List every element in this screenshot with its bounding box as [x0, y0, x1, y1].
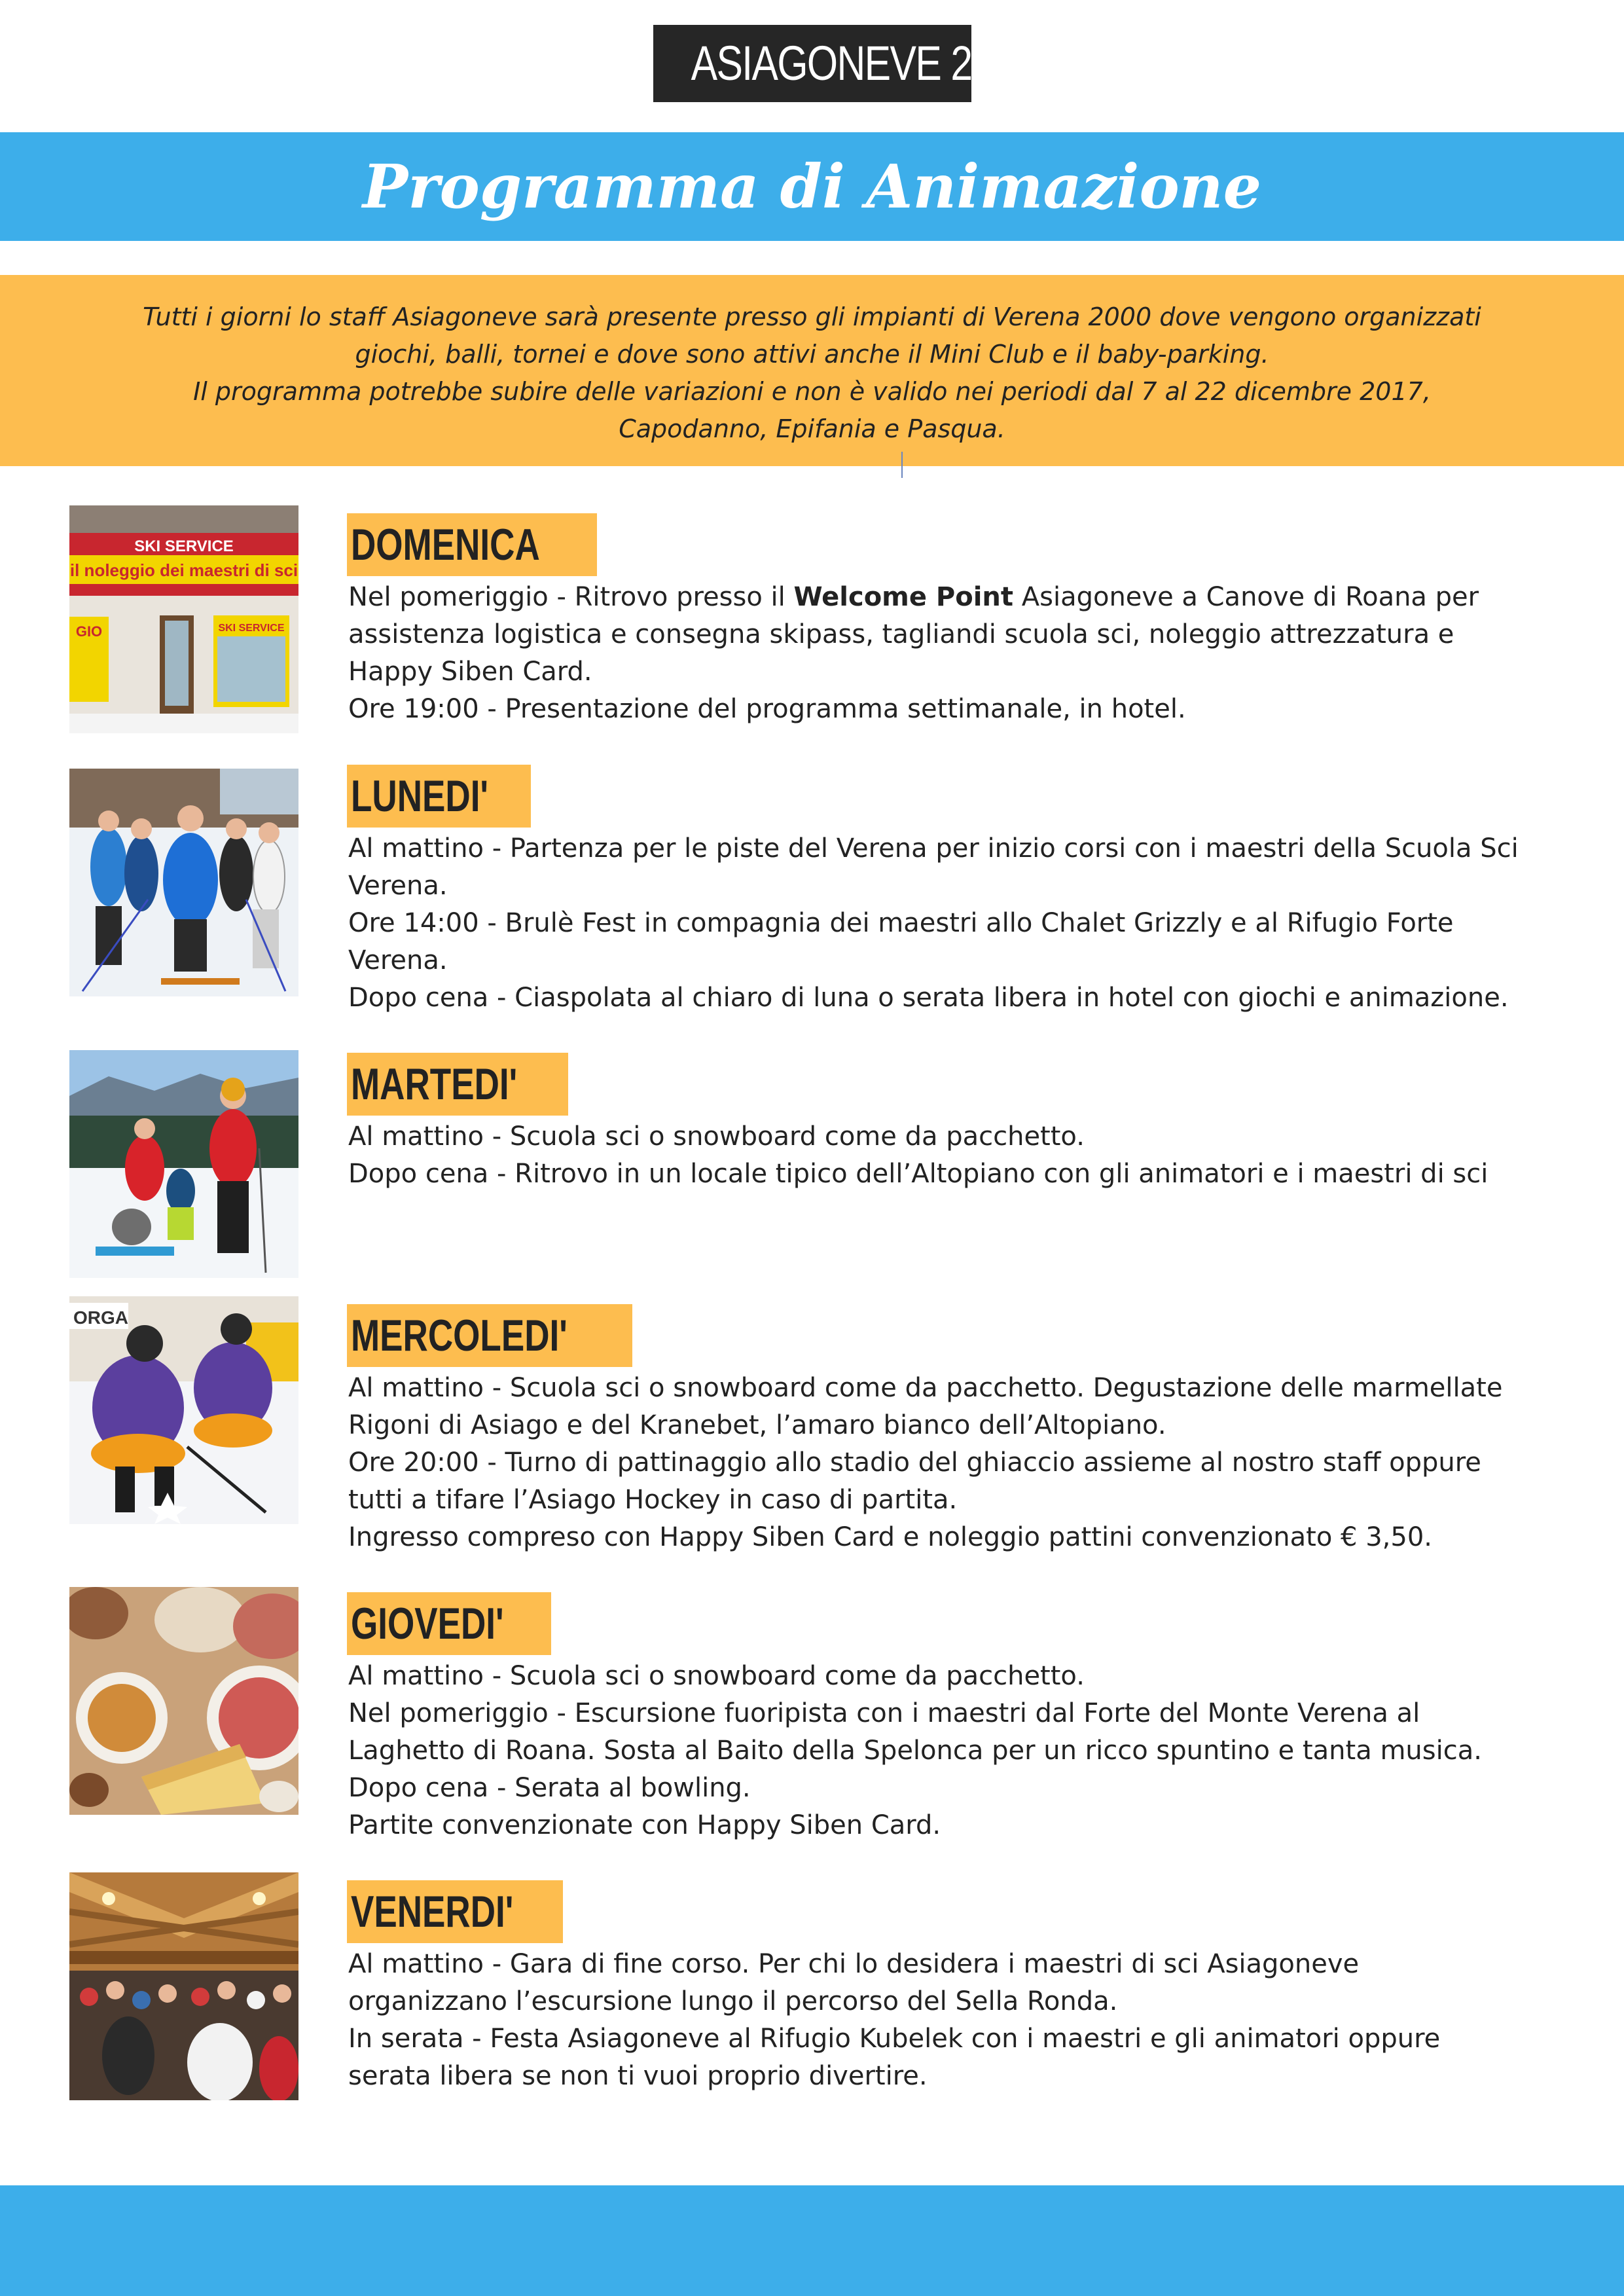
- brand-text: ASIAGONEVE 2018: [691, 36, 1035, 90]
- shop-window-sign: SKI SERVICE: [218, 623, 285, 634]
- day-title: [347, 1053, 568, 1116]
- intro-line: Il programma potrebbe subire delle variazioni e non è valido nei periodi dal 7 al 22 dicembre 2017,: [193, 377, 1431, 406]
- footer-band: [0, 2185, 1624, 2296]
- day-description: [348, 579, 1479, 728]
- shop-sign-middle: il noleggio dei maestri di sci: [69, 560, 298, 580]
- day-title: [347, 765, 531, 828]
- description-line: Dopo cena - Serata al bowling.: [348, 1773, 751, 1803]
- day-title: [347, 1304, 632, 1367]
- description-line: Ingresso compreso con Happy Siben Card e noleggio pattini convenzionato € 3,50.: [348, 1522, 1432, 1552]
- text-cursor: [901, 452, 903, 478]
- description-line: Verena.: [348, 871, 448, 901]
- text-segment: Asiagoneve a Canove di Roana per: [1013, 582, 1479, 612]
- intro-line: giochi, balli, tornei e dove sono attivi anche il Mini Club e il baby-parking.: [355, 340, 1269, 369]
- day-title: [347, 1592, 551, 1655]
- day-title-text: MERCOLEDI': [351, 1311, 568, 1360]
- description-line: organizzano l’escursione lungo il percorso del Sella Ronda.: [348, 1986, 1118, 2016]
- description-line: Dopo cena - Ritrovo in un locale tipico dell’Altopiano con gli animatori e i maestri di sci: [348, 1159, 1489, 1189]
- description-line: Happy Siben Card.: [348, 657, 592, 687]
- ski-service-shop-photo: [69, 505, 298, 733]
- day-description: [348, 1370, 1502, 1556]
- description-line: tutti a tifare l’Asiago Hockey in caso di partita.: [348, 1485, 958, 1515]
- shop-sign-top: SKI SERVICE: [134, 538, 234, 555]
- description-line: serata libera se non ti vuoi proprio divertire.: [348, 2061, 928, 2091]
- intro-line: Tutti i giorni lo staff Asiagoneve sarà presente presso gli impianti di Verena 2000 dove vengono organizzati: [143, 302, 1481, 331]
- description-line: Al mattino - Partenza per le piste del Verena per inizio corsi con i maestri della Scuola Sci: [348, 833, 1519, 864]
- title-band: [0, 132, 1624, 241]
- page-title: Programma di Animazione: [362, 151, 1262, 222]
- description-line: Ore 20:00 - Turno di pattinaggio allo stadio del ghiaccio assieme al nostro staff oppure: [348, 1448, 1481, 1478]
- shop-sign-left: GIO: [75, 623, 103, 640]
- description-line: Al mattino - Scuola sci o snowboard come da pacchetto.: [348, 1661, 1085, 1691]
- brand-logo: [653, 25, 1035, 102]
- intro-band: [0, 275, 1624, 466]
- day-title-text: GIOVEDI': [351, 1599, 504, 1649]
- text-segment: Nel pomeriggio - Ritrovo presso il: [348, 582, 794, 612]
- description-line: Laghetto di Roana. Sosta al Baito della Spelonca per un ricco spuntino e tanta musica.: [348, 1736, 1482, 1766]
- description-line: Al mattino - Scuola sci o snowboard come da pacchetto.: [348, 1121, 1085, 1152]
- day-title-text: DOMENICA: [351, 520, 540, 570]
- description-line: Dopo cena - Ciaspolata al chiaro di luna o serata libera in hotel con giochi e animazione.: [348, 983, 1509, 1013]
- welcome-point-bold: Welcome Point: [793, 582, 1014, 612]
- day-title-text: MARTEDI': [351, 1059, 518, 1109]
- description-line: Ore 19:00 - Presentazione del programma settimanale, in hotel.: [348, 694, 1186, 724]
- cheese-and-salami-photo: [69, 1587, 298, 1815]
- description-line: Rigoni di Asiago e del Kranebet, l’amaro bianco dell’Altopiano.: [348, 1410, 1166, 1440]
- description-line: Nel pomeriggio - Escursione fuoripista con i maestri dal Forte del Monte Verena al: [348, 1698, 1420, 1728]
- day-title-text: LUNEDI': [351, 771, 489, 821]
- family-skiing-photo: [69, 1050, 298, 1278]
- day-title-text: VENERDI': [351, 1887, 514, 1937]
- ice-hockey-photo: [69, 1296, 298, 1524]
- description-line: Ore 14:00 - Brulè Fest in compagnia dei maestri allo Chalet Grizzly e al Rifugio Forte: [348, 908, 1454, 938]
- day-description: [348, 830, 1519, 1017]
- description-line: In serata - Festa Asiagoneve al Rifugio Kubelek con i maestri e gli animatori oppure: [348, 2024, 1441, 2054]
- description-line: Partite convenzionate con Happy Siben Card.: [348, 1810, 941, 1840]
- day-title: [347, 513, 597, 576]
- description-line: Al mattino - Gara di fine corso. Per chi lo desidera i maestri di sci Asiagoneve: [348, 1949, 1360, 1979]
- arena-sign: ORGA: [73, 1307, 128, 1328]
- intro-text: [131, 299, 1493, 448]
- day-title: [347, 1880, 563, 1943]
- description-line: assistenza logistica e consegna skipass, tagliandi scuola sci, noleggio attrezzatura e: [348, 619, 1454, 649]
- intro-line: Capodanno, Epifania e Pasqua.: [619, 414, 1005, 443]
- mountain-hut-party-photo: [69, 1872, 298, 2100]
- description-line: [348, 579, 1479, 616]
- day-description: [348, 1118, 1488, 1193]
- day-description: [348, 1658, 1482, 1844]
- description-line: Al mattino - Scuola sci o snowboard come da pacchetto. Degustazione delle marmellate: [348, 1373, 1503, 1403]
- skiers-group-photo: [69, 769, 298, 996]
- description-line: Verena.: [348, 945, 448, 975]
- day-description: [348, 1946, 1440, 2095]
